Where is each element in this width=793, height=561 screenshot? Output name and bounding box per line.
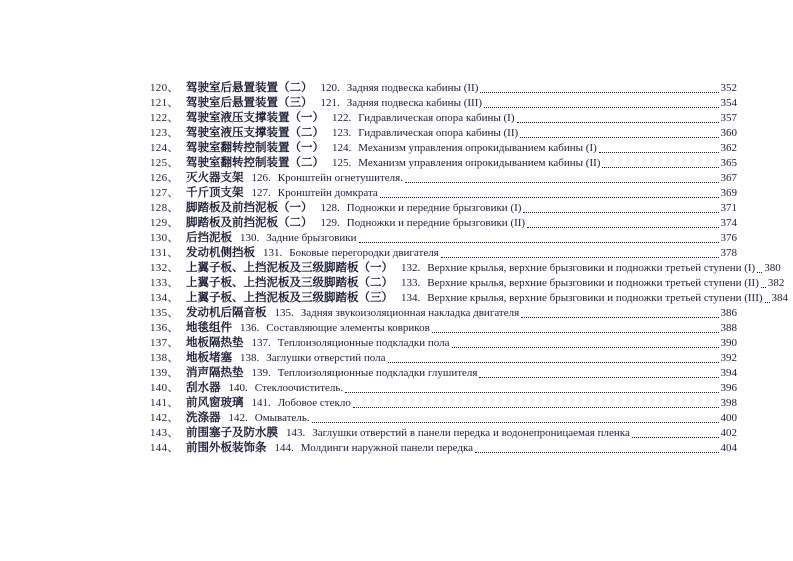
dot-leader xyxy=(480,92,718,93)
toc-entry-title-zh: 后挡泥板 xyxy=(186,232,232,244)
toc-entry xyxy=(150,171,737,186)
toc-entry-page-number: 380 xyxy=(764,262,781,274)
toc-entry xyxy=(150,111,737,126)
toc-entry-number-ru: 120. xyxy=(320,82,340,94)
toc-entry-page-number: 354 xyxy=(720,97,737,109)
toc-entry-title-zh: 驾驶室液压支撑装置（一） xyxy=(186,112,324,124)
toc-entry-title-ru: Механизм управления опрокидыванием кабины (II) xyxy=(358,157,601,169)
toc-entry-title-ru: Теплоизоляционные подкладки глушителя xyxy=(277,367,478,379)
dot-leader xyxy=(632,437,719,438)
toc-entry-number-ru: 124. xyxy=(332,142,352,154)
toc-entry-page-number: 352 xyxy=(720,82,737,94)
toc-entry-title-ru: Механизм управления опрокидыванием кабины (I) xyxy=(358,142,597,154)
toc-entry-page-number: 398 xyxy=(720,397,737,409)
toc-entry-number-zh: 141、 xyxy=(150,397,179,409)
dot-leader xyxy=(599,152,719,153)
toc-entry-number-zh: 134、 xyxy=(150,292,179,304)
dot-leader xyxy=(520,137,718,138)
dot-leader xyxy=(388,362,719,363)
toc-entry-page-number: 386 xyxy=(720,307,737,319)
toc-entry-title-zh: 发动机侧挡板 xyxy=(186,247,255,259)
toc-entry-number-ru: 141. xyxy=(251,397,271,409)
dot-leader xyxy=(765,302,770,303)
toc-entry xyxy=(150,96,737,111)
toc-entry-title-zh: 地板隔热垫 xyxy=(186,337,244,349)
toc-entry-page-number: 404 xyxy=(720,442,737,454)
dot-leader xyxy=(484,107,718,108)
toc-entry-number-ru: 135. xyxy=(274,307,294,319)
toc-entry-title-ru: Подножки и передние брызговики (II) xyxy=(346,217,526,229)
toc-entry-number-ru: 132. xyxy=(401,262,421,274)
toc-entry-number-zh: 131、 xyxy=(150,247,179,259)
toc-entry-page-number: 362 xyxy=(720,142,737,154)
toc-entry-title-zh: 驾驶室后悬置装置（三） xyxy=(186,97,313,109)
dot-leader xyxy=(380,197,719,198)
toc-entry xyxy=(150,141,737,156)
dot-leader xyxy=(353,407,719,408)
toc-entry-number-zh: 123、 xyxy=(150,127,179,139)
toc-entry-page-number: 392 xyxy=(720,352,737,364)
toc-entry-title-zh: 灭火器支架 xyxy=(186,172,244,184)
toc-entry-number-zh: 138、 xyxy=(150,352,179,364)
toc-entry-number-zh: 142、 xyxy=(150,412,179,424)
toc-list xyxy=(150,81,789,456)
toc-entry-title-zh: 前风窗玻璃 xyxy=(186,397,244,409)
toc-entry-page-number: 367 xyxy=(720,172,737,184)
toc-entry-number-zh: 136、 xyxy=(150,322,179,334)
toc-entry-number-zh: 125、 xyxy=(150,157,179,169)
dot-leader xyxy=(405,182,719,183)
dot-leader xyxy=(523,212,718,213)
toc-entry-number-zh: 128、 xyxy=(150,202,179,214)
toc-entry-page-number: 369 xyxy=(720,187,737,199)
toc-entry-number-ru: 143. xyxy=(286,427,306,439)
toc-entry-title-zh: 发动机后隔音板 xyxy=(186,307,267,319)
toc-entry-number-ru: 121. xyxy=(320,97,340,109)
toc-entry xyxy=(150,231,737,246)
toc-entry-title-zh: 前围外板装饰条 xyxy=(186,442,267,454)
toc-entry-number-ru: 130. xyxy=(240,232,260,244)
dot-leader xyxy=(521,317,718,318)
toc-entry-title-zh: 脚踏板及前挡泥板（一） xyxy=(186,202,313,214)
dot-leader xyxy=(479,377,718,378)
toc-entry-title-ru: Лобовое стекло xyxy=(277,397,351,409)
toc-entry-number-ru: 137. xyxy=(251,337,271,349)
toc-entry-title-ru: Молдинги наружной панели передка xyxy=(300,442,474,454)
toc-entry xyxy=(150,246,737,261)
dot-leader xyxy=(359,242,719,243)
toc-entry-title-ru: Гидравлическая опора кабины (II) xyxy=(358,127,519,139)
toc-entry xyxy=(150,126,737,141)
toc-entry-title-zh: 驾驶室翻转控制装置（一） xyxy=(186,142,324,154)
dot-leader xyxy=(517,122,719,123)
toc-entry-number-zh: 139、 xyxy=(150,367,179,379)
toc-entry-title-ru: Подножки и передние брызговики (I) xyxy=(346,202,522,214)
toc-entry-number-ru: 127. xyxy=(251,187,271,199)
toc-entry xyxy=(150,366,737,381)
toc-entry xyxy=(150,81,737,96)
toc-entry-number-zh: 140、 xyxy=(150,382,179,394)
toc-entry-number-ru: 133. xyxy=(401,277,421,289)
toc-entry-number-ru: 138. xyxy=(240,352,260,364)
toc-entry xyxy=(150,156,737,171)
toc-entry-title-zh: 驾驶室液压支撑装置（二） xyxy=(186,127,324,139)
dot-leader xyxy=(441,257,719,258)
dot-leader xyxy=(602,167,718,168)
toc-entry-number-zh: 126、 xyxy=(150,172,179,184)
toc-entry-page-number: 357 xyxy=(720,112,737,124)
toc-entry-title-ru: Задние брызговики xyxy=(266,232,357,244)
toc-entry-title-ru: Задняя подвеска кабины (II) xyxy=(346,82,479,94)
toc-entry-number-zh: 135、 xyxy=(150,307,179,319)
toc-entry-number-ru: 122. xyxy=(332,112,352,124)
toc-entry-title-zh: 上翼子板、上挡泥板及三级脚踏板（三） xyxy=(186,292,393,304)
toc-entry-number-zh: 122、 xyxy=(150,112,179,124)
toc-entry-page-number: 374 xyxy=(720,217,737,229)
toc-entry-title-ru: Кронштейн домкрата xyxy=(277,187,378,199)
toc-entry xyxy=(150,336,737,351)
toc-entry xyxy=(150,261,781,276)
toc-entry-title-zh: 上翼子板、上挡泥板及三级脚踏板（一） xyxy=(186,262,393,274)
toc-entry-title-ru: Кронштейн огнетушителя. xyxy=(277,172,403,184)
toc-entry-page-number: 360 xyxy=(720,127,737,139)
toc-entry-page-number: 396 xyxy=(720,382,737,394)
toc-entry xyxy=(150,186,737,201)
toc-entry-number-ru: 134. xyxy=(401,292,421,304)
toc-entry xyxy=(150,201,737,216)
toc-entry-title-zh: 前围塞子及防水膜 xyxy=(186,427,278,439)
toc-entry-number-ru: 144. xyxy=(274,442,294,454)
toc-entry-title-ru: Задняя звукоизоляционная накладка двигателя xyxy=(300,307,520,319)
toc-entry-title-zh: 消声隔热垫 xyxy=(186,367,244,379)
toc-entry xyxy=(150,276,785,291)
toc-entry xyxy=(150,381,737,396)
toc-entry-title-zh: 地毯组件 xyxy=(186,322,232,334)
toc-entry xyxy=(150,351,737,366)
toc-entry xyxy=(150,291,789,306)
toc-entry-number-ru: 139. xyxy=(251,367,271,379)
toc-entry-number-zh: 133、 xyxy=(150,277,179,289)
toc-entry-number-ru: 128. xyxy=(320,202,340,214)
toc-entry-page-number: 400 xyxy=(720,412,737,424)
toc-entry-title-ru: Боковые перегородки двигателя xyxy=(289,247,439,259)
toc-entry-number-ru: 136. xyxy=(240,322,260,334)
dot-leader xyxy=(345,392,718,393)
toc-entry-number-ru: 129. xyxy=(320,217,340,229)
toc-entry-title-zh: 驾驶室后悬置装置（二） xyxy=(186,82,313,94)
dot-leader xyxy=(432,332,719,333)
toc-entry-number-ru: 126. xyxy=(251,172,271,184)
toc-entry-title-ru: Верхние крылья, верхние брызговики и подножки третьей ступени (III) xyxy=(427,292,763,304)
toc-entry-title-ru: Гидравлическая опора кабины (I) xyxy=(358,112,515,124)
toc-entry xyxy=(150,441,737,456)
toc-entry-title-ru: Теплоизоляционные подкладки пола xyxy=(277,337,450,349)
toc-entry-title-zh: 洗涤器 xyxy=(186,412,221,424)
toc-entry-number-zh: 129、 xyxy=(150,217,179,229)
toc-entry-number-zh: 137、 xyxy=(150,337,179,349)
toc-entry-number-zh: 144、 xyxy=(150,442,179,454)
toc-entry-title-ru: Заглушки отверстий пола xyxy=(266,352,386,364)
toc-entry-page-number: 378 xyxy=(720,247,737,259)
toc-entry-page-number: 390 xyxy=(720,337,737,349)
toc-entry-title-zh: 脚踏板及前挡泥板（二） xyxy=(186,217,313,229)
toc-entry-page-number: 394 xyxy=(720,367,737,379)
toc-entry-title-zh: 刮水器 xyxy=(186,382,221,394)
toc-entry-title-ru: Составляющие элементы ковриков xyxy=(266,322,430,334)
toc-entry xyxy=(150,426,737,441)
toc-entry-page-number: 382 xyxy=(767,277,785,289)
toc-entry-title-ru: Стеклоочиститель. xyxy=(254,382,344,394)
toc-entry-number-ru: 140. xyxy=(228,382,248,394)
toc-entry xyxy=(150,216,737,231)
toc-entry-page-number: 371 xyxy=(720,202,737,214)
toc-entry-number-zh: 130、 xyxy=(150,232,179,244)
toc-entry-number-zh: 143、 xyxy=(150,427,179,439)
toc-entry-title-ru: Омыватель. xyxy=(254,412,310,424)
toc-entry-page-number: 376 xyxy=(720,232,737,244)
toc-entry-number-zh: 132、 xyxy=(150,262,179,274)
toc-entry xyxy=(150,321,737,336)
toc-entry-number-ru: 123. xyxy=(332,127,352,139)
toc-entry-number-ru: 142. xyxy=(228,412,248,424)
dot-leader xyxy=(761,287,766,288)
toc-entry-title-ru: Заглушки отверстий в панели передка и водонепроницаемая пленка xyxy=(312,427,630,439)
toc-entry-number-ru: 125. xyxy=(332,157,352,169)
toc-entry xyxy=(150,411,737,426)
dot-leader xyxy=(475,452,718,453)
dot-leader xyxy=(452,347,719,348)
toc-entry xyxy=(150,396,737,411)
toc-entry-title-ru: Верхние крылья, верхние брызговики и подножки третьей ступени (I) xyxy=(427,262,756,274)
toc-entry-number-zh: 124、 xyxy=(150,142,179,154)
toc-entry-title-ru: Верхние крылья, верхние брызговики и подножки третьей ступени (II) xyxy=(427,277,759,289)
dot-leader xyxy=(312,422,719,423)
toc-entry-number-zh: 127、 xyxy=(150,187,179,199)
toc-entry-number-ru: 131. xyxy=(263,247,283,259)
toc-entry-page-number: 384 xyxy=(771,292,789,304)
toc-entry-page-number: 388 xyxy=(720,322,737,334)
toc-entry-title-zh: 千斤顶支架 xyxy=(186,187,244,199)
dot-leader xyxy=(757,272,762,273)
toc-entry-title-ru: Задняя подвеска кабины (III) xyxy=(346,97,483,109)
toc-entry-number-zh: 121、 xyxy=(150,97,179,109)
toc-entry-title-zh: 上翼子板、上挡泥板及三级脚踏板（二） xyxy=(186,277,393,289)
toc-entry-number-zh: 120、 xyxy=(150,82,179,94)
toc-entry-page-number: 402 xyxy=(720,427,737,439)
dot-leader xyxy=(527,227,718,228)
toc-entry-page-number: 365 xyxy=(720,157,737,169)
toc-entry xyxy=(150,306,737,321)
toc-entry-title-zh: 地板堵塞 xyxy=(186,352,232,364)
toc-entry-title-zh: 驾驶室翻转控制装置（二） xyxy=(186,157,324,169)
